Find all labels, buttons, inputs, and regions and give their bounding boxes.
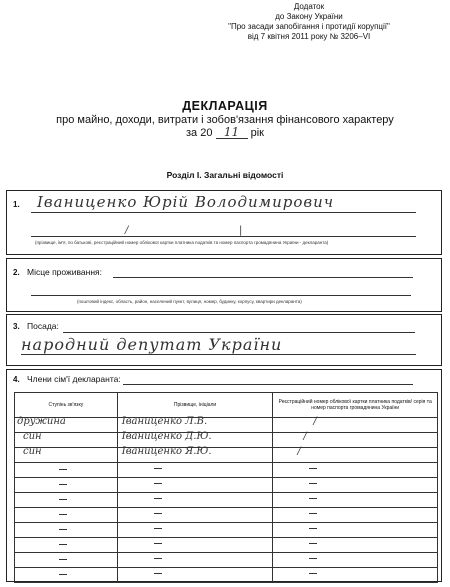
entry-line — [31, 295, 411, 296]
entry-line — [113, 277, 413, 278]
table-row — [15, 523, 438, 538]
handwritten-mark: / — [125, 225, 129, 236]
dash-mark — [59, 514, 67, 515]
relation-handwritten: син — [23, 431, 42, 442]
dash-mark — [59, 499, 67, 500]
dash-mark — [154, 513, 162, 514]
field-number: 2. — [13, 268, 20, 277]
annex-line: Додаток — [293, 2, 325, 11]
field-number: 1. — [13, 200, 20, 209]
dash-mark — [59, 484, 67, 485]
year-prefix: за 20 — [186, 127, 213, 139]
position-handwritten: народний депутат України — [21, 335, 283, 354]
table-header-row — [15, 393, 438, 418]
field-label: Місце проживання: — [27, 267, 102, 277]
dash-mark — [309, 513, 317, 514]
dash-mark — [154, 543, 162, 544]
entry-line — [63, 332, 415, 333]
field-1-box — [6, 190, 442, 255]
table-row — [15, 538, 438, 553]
table-row — [15, 418, 438, 433]
field-caption: (поштовий індекс, область, район, населений пункт, вулиця, номер, будинку, корпусу, квартири декларанта) — [77, 299, 302, 304]
entry-line — [31, 212, 416, 213]
annex-line: "Про засади запобігання і протидії корупції" — [228, 22, 390, 31]
column-header: Ступінь зв'язку — [15, 393, 118, 418]
document-subtitle — [0, 114, 450, 140]
table-row — [15, 508, 438, 523]
table-row — [15, 433, 438, 448]
year-handwritten: 11 — [216, 127, 248, 139]
annex-line: до Закону України — [275, 12, 343, 21]
dash-mark — [309, 498, 317, 499]
dash-mark — [59, 559, 67, 560]
annex-line: від 7 квітня 2011 року № 3206–VI — [247, 32, 371, 41]
year-suffix: рік — [250, 127, 264, 139]
entry-line — [123, 384, 413, 385]
table-row — [15, 493, 438, 508]
dash-mark — [309, 558, 317, 559]
subtitle-year-line — [0, 127, 450, 140]
handwritten-mark: / — [313, 416, 317, 427]
member-name-handwritten: Іваниценко Д.Ю. — [121, 431, 212, 442]
dash-mark — [154, 573, 162, 574]
dash-mark — [309, 573, 317, 574]
family-members-table — [14, 392, 438, 583]
field-2-box — [6, 258, 442, 312]
table-row — [15, 553, 438, 568]
subtitle-line: про майно, доходи, витрати і зобов'язання фінансового характеру — [56, 114, 394, 126]
handwritten-mark: / — [303, 431, 307, 442]
entry-line — [31, 236, 416, 237]
relation-handwritten: дружина — [17, 416, 66, 427]
field-label: Посада: — [27, 321, 59, 331]
column-header: Прізвище, ініціали — [117, 393, 273, 418]
field-number: 4. — [13, 375, 20, 384]
dash-mark — [59, 529, 67, 530]
field-label: Члени сім'ї декларанта: — [27, 374, 121, 384]
dash-mark — [59, 544, 67, 545]
member-name-handwritten: Іваниценко Л.В. — [121, 416, 208, 427]
handwritten-mark: | — [239, 225, 243, 236]
dash-mark — [154, 498, 162, 499]
dash-mark — [154, 558, 162, 559]
dash-mark — [309, 528, 317, 529]
field-number: 3. — [13, 322, 20, 331]
dash-mark — [59, 469, 67, 470]
dash-mark — [309, 483, 317, 484]
dash-mark — [154, 483, 162, 484]
entry-line — [21, 354, 416, 355]
field-caption: (прізвище, ім'я, по батькові, реєстраційний номер облікової картки платника податків та номер паспорта громадянина України - декларанта) — [35, 240, 329, 245]
table-row — [15, 463, 438, 478]
column-header: Реєстраційний номер облікової картки платника податків/ серія та номер паспорта громадянина України — [273, 393, 438, 418]
dash-mark — [154, 528, 162, 529]
handwritten-mark: / — [297, 446, 301, 457]
dash-mark — [309, 468, 317, 469]
table-row — [15, 478, 438, 493]
relation-handwritten: син — [23, 446, 42, 457]
document-title: ДЕКЛАРАЦІЯ — [182, 99, 268, 113]
member-name-handwritten: Іваниценко Я.Ю. — [121, 446, 212, 457]
dash-mark — [59, 574, 67, 575]
annex-header — [194, 2, 424, 42]
table-row — [15, 568, 438, 583]
field-3-box — [6, 314, 442, 366]
dash-mark — [154, 468, 162, 469]
dash-mark — [309, 543, 317, 544]
declarant-name-handwritten: Іваниценко Юрій Володимирович — [37, 193, 335, 211]
section-title: Розділ І. Загальні відомості — [166, 170, 284, 180]
table-row — [15, 448, 438, 463]
